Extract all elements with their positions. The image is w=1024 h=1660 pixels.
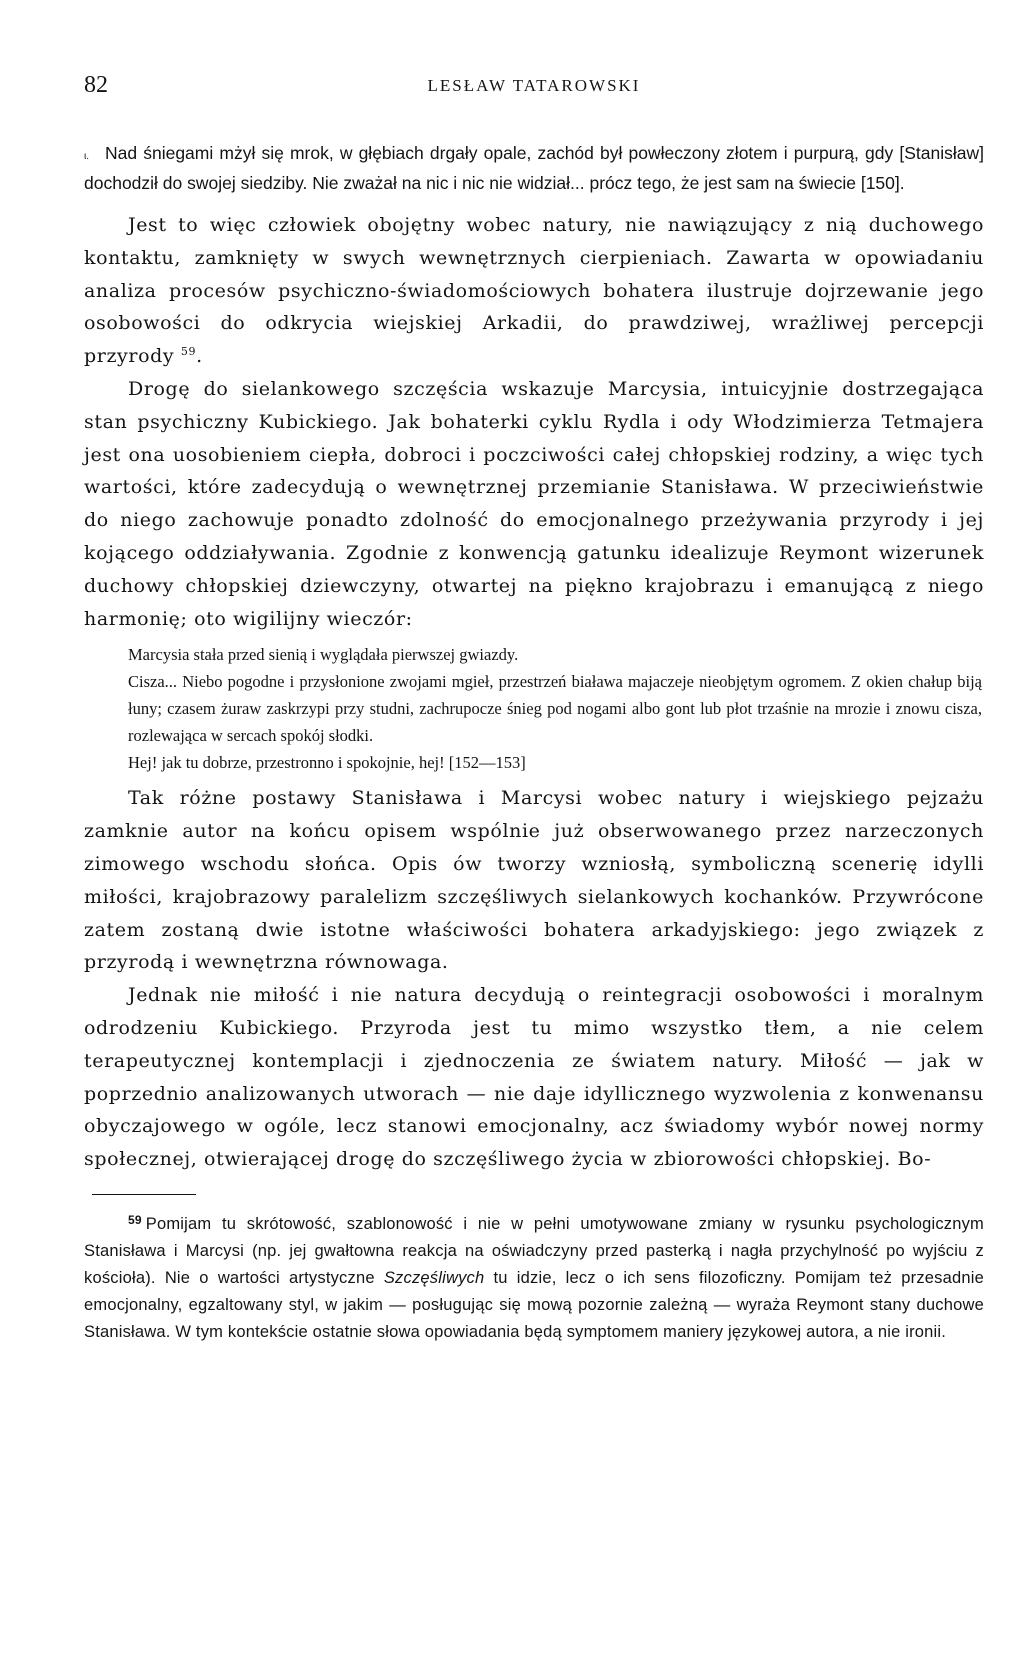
footnote-reference: 59 <box>180 345 197 359</box>
footnote-text-before: Pomijam tu skrótowość, szablonowość i nie w pełni umotywowane zmiany w rysunku psychologicznym Stanisława i Marcysi (np. jej gwałtowna reakcja na oświadczyny przed pasterką i nagła przychylność po wyjściu z kościoła). Nie o wartości artystyczne <box>84 1214 984 1287</box>
paragraph-1-text: Jest to więc człowiek obojętny wobec natury, nie nawiązujący z nią duchowego kontaktu, zamknięty w swych wewnętrznych cierpieniach. Zawarta w opowiadaniu analiza procesów psychiczno-świadomościowych bohatera ilustruje dojrzewanie jego osobowości do odkrycia wiejskiej Arkadii, do prawdziwej, wrażliwej percepcji przyrody <box>84 214 984 368</box>
footnote-number: 59 <box>128 1212 142 1227</box>
paragraph-1 <box>84 209 984 373</box>
footnote-text-after: tu idzie, lecz o ich sens filozoficzny. Pomijam też przesadnie emocjonalny, egzaltowany styl, w jakim — posługując się mową pozornie zależną — wyraża Reymont stany duchowe Stanisława. W tym kontekście ostatnie słowa opowiadania będą symptomem maniery językowej autora, a nie ironii. <box>84 1268 984 1341</box>
block-quote <box>84 641 984 776</box>
main-text <box>84 140 984 1346</box>
page-header <box>84 72 984 98</box>
paragraph-1-end: . <box>196 345 203 368</box>
block-quote-line-3: Hej! jak tu dobrze, przestronno i spokojnie, hej! [152—153] <box>128 753 526 773</box>
footnote-divider <box>92 1194 196 1195</box>
paragraph-3: Tak różne postawy Stanisława i Marcysi wobec natury i wiejskiego pejzażu zamknie autor na końcu opisem wspólnie już obserwowanego przez narzeczonych zimowego wschodu słońca. Opis ów tworzy wzniosłą, symboliczną scenerię idylli miłości, krajobrazowy paralelizm szczęśliwych sielankowych kochanków. Przywrócone zatem zostaną dwie istotne właściwości bohatera arkadyjskiego: jego związek z przyrodą i wewnętrzna równowaga. <box>84 787 984 974</box>
running-head: LESŁAW TATAROWSKI <box>427 76 641 95</box>
footnote <box>84 1207 984 1346</box>
top-quote-text: Nad śniegami mżył się mrok, w głębiach drgały opale, zachód był powłeczony złotem i purpurą, gdy [Stanisław] dochodził do swojej siedziby. Nie zważał na nic i nic nie widział... prócz tego, że jest sam na świecie [150]. <box>84 143 984 193</box>
paragraph-2: Drogę do sielankowego szczęścia wskazuje Marcysia, intuicyjnie dostrzegająca stan psychiczny Kubickiego. Jak bohaterki cyklu Rydla i ody Włodzimierza Tetmajera jest ona uosobieniem ciepła, dobroci i poczciwości całej chłopskiej rodziny, a więc tych wartości, które zadecydują o wewnętrznej przemianie Stanisława. W przeciwieństwie do niego zachowuje ponadto zdolność do emocjonalnego przeżywania przyrody i jej kojącego oddziaływania. Zgodnie z konwencją gatunku idealizuje Reymont wizerunek duchowy chłopskiej dziewczyny, otwartej na piękno krajobrazu i emanującą z niego harmonię; oto wigilijny wieczór: <box>84 377 984 630</box>
block-quote-line-1: Marcysia stała przed sienią i wyglądała pierwszej gwiazdy. <box>128 645 519 665</box>
paragraph-4: Jednak nie miłość i nie natura decydują o reintegracji osobowości i moralnym odrodzeniu Kubickiego. Przyroda jest tu mimo wszystko tłem, a nie celem terapeutycznej kontemplacji i zjednoczenia ze światem natury. Miłość — jak w poprzednio analizowanych utworach — nie daje idyllicznego wyzwolenia z konwenansu obyczajowego w ogóle, lecz stanowi emocjonalny, acz świadomy wybór nowej normy społecznej, otwierającej drogę do szczęśliwego życia w zbiorowości chłopskiej. Bo- <box>84 984 984 1171</box>
footnote-title: Szczęśliwych <box>383 1268 485 1287</box>
quote-mark: ι. <box>84 151 89 162</box>
block-quote-line-2: Cisza... Niebo pogodne i przysłonione zwojami mgieł, przestrzeń biaława majaczeje nieobjętym ogromem. Z okien chałup biją łuny; czasem żuraw zaskrzypi przy studni, zachrupocze śnieg pod nogami albo gont lub płot trzaśnie na mrozie i znowu cisza, rozlewająca w sercach spokój słodki. <box>128 672 982 746</box>
page-number: 82 <box>84 72 108 98</box>
top-quote <box>84 140 984 197</box>
